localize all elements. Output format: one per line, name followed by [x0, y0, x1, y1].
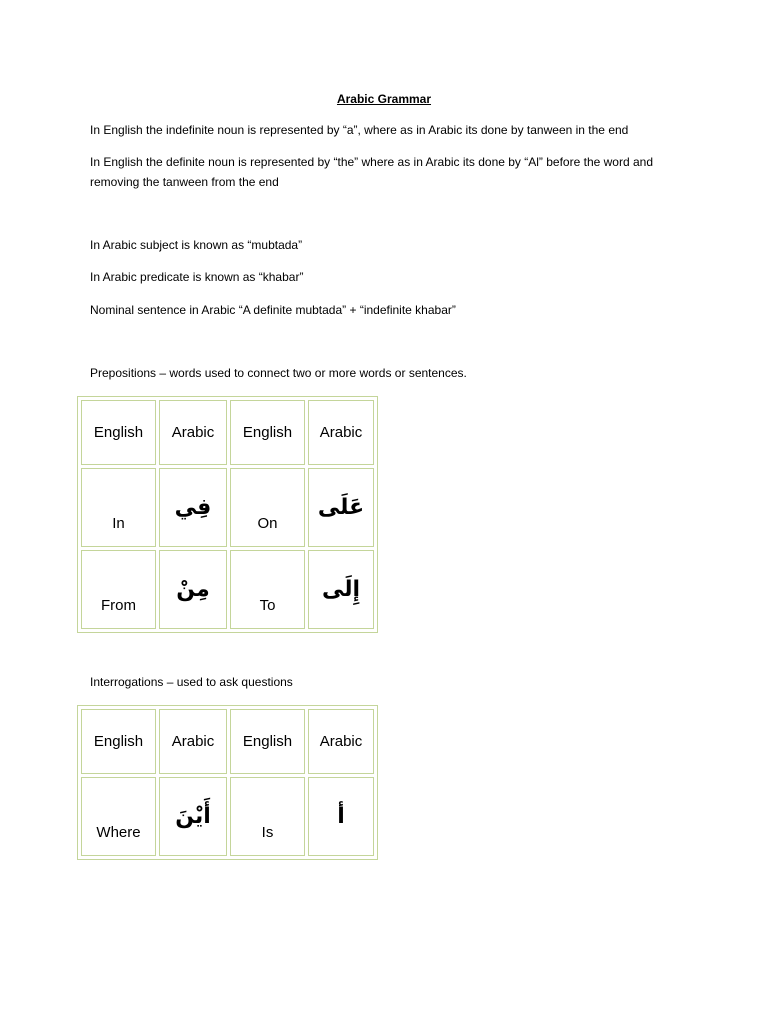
english-word-cell: Is	[230, 777, 305, 856]
arabic-word-cell: أَيْنَ	[159, 777, 227, 856]
header-cell-arabic: Arabic	[159, 709, 227, 774]
header-cell-english: English	[81, 709, 156, 774]
english-word-cell: Where	[81, 777, 156, 856]
header-cell-arabic: Arabic	[308, 400, 374, 465]
paragraph-predicate: In Arabic predicate is known as “khabar”	[90, 270, 304, 284]
interrogations-table	[77, 705, 378, 860]
header-cell-arabic: Arabic	[159, 400, 227, 465]
header-cell-english: English	[230, 400, 305, 465]
english-word-cell: To	[230, 550, 305, 629]
table-header-row	[81, 400, 374, 465]
arabic-word-cell: عَلَى	[308, 468, 374, 547]
paragraph-indefinite: In English the indefinite noun is represented by “a”, where as in Arabic its done by tanween in the end	[90, 123, 629, 137]
header-cell-arabic: Arabic	[308, 709, 374, 774]
prepositions-table	[77, 396, 378, 633]
arabic-word-cell: فِي	[159, 468, 227, 547]
table-row	[81, 550, 374, 629]
table-row	[81, 777, 374, 856]
english-word-cell: On	[230, 468, 305, 547]
arabic-word-cell: مِنْ	[159, 550, 227, 629]
paragraph-definite: In English the definite noun is represented by “the” where as in Arabic its done by “Al” before the word and removing the tanween from the end	[90, 155, 653, 189]
table-header-row	[81, 709, 374, 774]
prepositions-intro: Prepositions – words used to connect two or more words or sentences.	[90, 366, 467, 380]
paragraph-nominal-sentence: Nominal sentence in Arabic “A definite mubtada” + “indefinite khabar”	[90, 303, 456, 317]
arabic-word-cell: إِلَى	[308, 550, 374, 629]
english-word-cell: In	[81, 468, 156, 547]
table-row	[81, 468, 374, 547]
paragraph-subject: In Arabic subject is known as “mubtada”	[90, 238, 303, 252]
english-word-cell: From	[81, 550, 156, 629]
arabic-word-cell: أ	[308, 777, 374, 856]
header-cell-english: English	[81, 400, 156, 465]
header-cell-english: English	[230, 709, 305, 774]
interrogations-intro: Interrogations – used to ask questions	[90, 675, 293, 689]
page-title: Arabic Grammar	[336, 92, 432, 106]
